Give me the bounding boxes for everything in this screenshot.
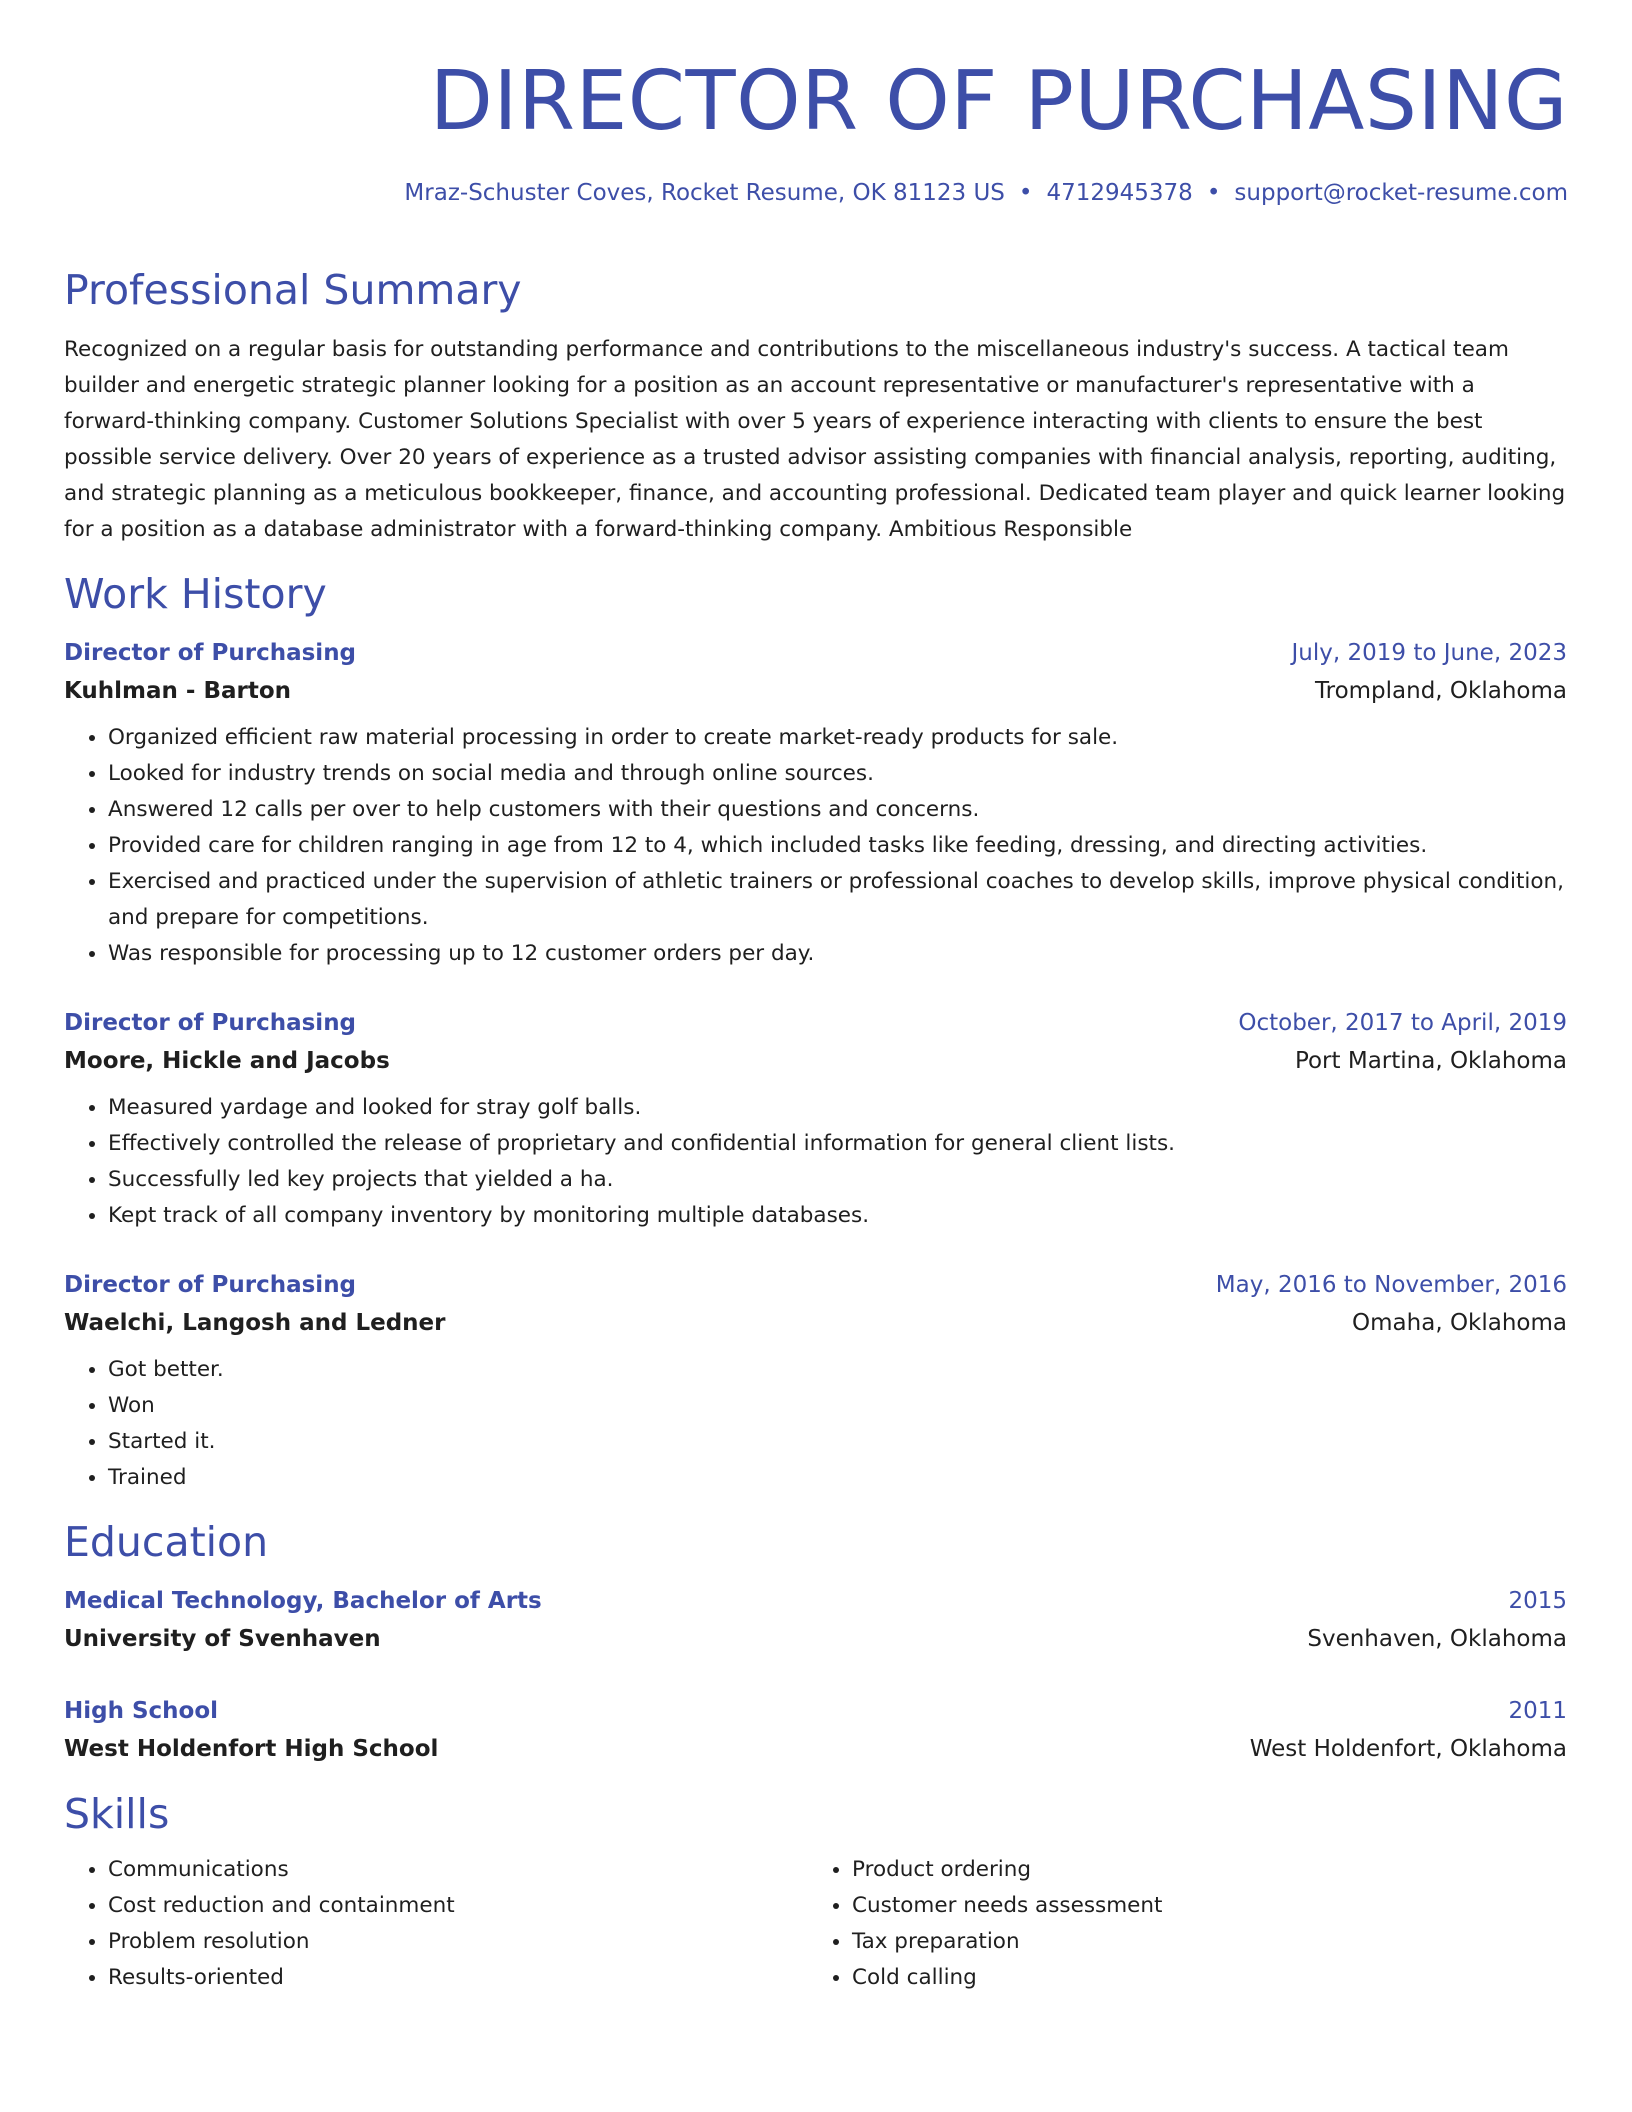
resume-title: DIRECTOR OF PURCHASING <box>429 54 1568 149</box>
skills-columns <box>64 1852 1567 1996</box>
job-bullet: • Won <box>108 1388 1567 1424</box>
job-title: Director of Purchasing <box>64 1272 357 1298</box>
job-bullet: • Got better. <box>108 1352 1567 1388</box>
job-location: Port Martina, Oklahoma <box>1294 1048 1567 1074</box>
contact-line <box>64 178 1568 208</box>
resume-body <box>64 262 1567 1996</box>
skills-section <box>64 1786 1567 1996</box>
education-degree: High School <box>64 1698 219 1724</box>
skill-item: • Communications <box>108 1852 808 1888</box>
job-location: Omaha, Oklahoma <box>1352 1310 1567 1336</box>
education-year: 2015 <box>1508 1588 1567 1614</box>
job-entry <box>64 1266 1567 1496</box>
job-bullet: • Exercised and practiced under the supervision of athletic trainers or professional coaches to develop skills, improve physical condition, and prepare for competitions. <box>108 864 1567 936</box>
job-company: Kuhlman - Barton <box>64 678 292 704</box>
skills-list-right <box>808 1852 1552 1996</box>
job-bullet: • Kept track of all company inventory by monitoring multiple databases. <box>108 1198 1567 1234</box>
education-year: 2011 <box>1508 1698 1567 1724</box>
job-bullet: • Provided care for children ranging in age from 12 to 4, which included tasks like feeding, dressing, and directing activities. <box>108 828 1567 864</box>
contact-separator: • <box>1018 180 1033 206</box>
work-history-section <box>64 566 1567 1496</box>
skills-heading: Skills <box>64 1790 170 1838</box>
skill-item: • Product ordering <box>852 1852 1552 1888</box>
education-school: University of Svenhaven <box>64 1626 381 1652</box>
job-dates: July, 2019 to June, 2023 <box>1291 640 1567 666</box>
job-title: Director of Purchasing <box>64 640 357 666</box>
job-bullets <box>64 1352 1567 1496</box>
education-heading: Education <box>64 1518 269 1566</box>
resume-header <box>64 52 1568 208</box>
job-bullet: • Looked for industry trends on social media and through online sources. <box>108 756 1567 792</box>
skill-item: • Results-oriented <box>108 1960 808 1996</box>
contact-address: Mraz-Schuster Coves, Rocket Resume, OK 81123 US <box>404 180 1005 206</box>
job-bullet: • Started it. <box>108 1424 1567 1460</box>
work-history-heading: Work History <box>64 570 327 618</box>
skill-item: • Cold calling <box>852 1960 1552 1996</box>
summary-text: Recognized on a regular basis for outstanding performance and contributions to the miscellaneous industry's success. A tactical team builder and energetic strategic planner looking for a position as an account representative or manufacturer's representative with a forward-thinking company. Customer Solutions Specialist with over 5 years of experience interacting with clients to ensure the best possible service delivery. Over 20 years of experience as a trusted advisor assisting companies with financial analysis, reporting, auditing, and strategic planning as a meticulous bookkeeper, finance, and accounting professional. Dedicated team player and quick learner looking for a position as a database administrator with a forward-thinking company. Ambitious Responsible <box>64 337 1566 542</box>
skills-list-left <box>64 1852 808 1996</box>
job-title: Director of Purchasing <box>64 1010 357 1036</box>
skill-item: • Tax preparation <box>852 1924 1552 1960</box>
summary-section <box>64 262 1567 548</box>
job-entry <box>64 1004 1567 1234</box>
job-location: Trompland, Oklahoma <box>1314 678 1567 704</box>
education-location: Svenhaven, Oklahoma <box>1307 1626 1567 1652</box>
job-bullet: • Answered 12 calls per over to help customers with their questions and concerns. <box>108 792 1567 828</box>
contact-email: support@rocket-resume.com <box>1234 180 1568 206</box>
skill-item: • Cost reduction and containment <box>108 1888 808 1924</box>
job-entry <box>64 634 1567 972</box>
job-bullets <box>64 1090 1567 1234</box>
job-company: Moore, Hickle and Jacobs <box>64 1048 390 1074</box>
job-bullet: • Organized efficient raw material processing in order to create market-ready products for sale. <box>108 720 1567 756</box>
skill-item: • Customer needs assessment <box>852 1888 1552 1924</box>
job-bullet: • Measured yardage and looked for stray golf balls. <box>108 1090 1567 1126</box>
job-bullet: • Effectively controlled the release of proprietary and confidential information for general client lists. <box>108 1126 1567 1162</box>
education-school: West Holdenfort High School <box>64 1736 439 1762</box>
job-bullet: • Trained <box>108 1460 1567 1496</box>
contact-separator: • <box>1206 180 1221 206</box>
education-section <box>64 1514 1567 1768</box>
job-dates: May, 2016 to November, 2016 <box>1215 1272 1567 1298</box>
job-company: Waelchi, Langosh and Ledner <box>64 1310 446 1336</box>
contact-phone: 4712945378 <box>1046 180 1193 206</box>
education-entry <box>64 1692 1567 1768</box>
job-bullet: • Successfully led key projects that yielded a ha. <box>108 1162 1567 1198</box>
job-bullets <box>64 720 1567 972</box>
education-entry <box>64 1582 1567 1658</box>
job-dates: October, 2017 to April, 2019 <box>1238 1010 1567 1036</box>
education-location: West Holdenfort, Oklahoma <box>1249 1736 1567 1762</box>
job-bullet: • Was responsible for processing up to 12 customer orders per day. <box>108 936 1567 972</box>
education-degree: Medical Technology, Bachelor of Arts <box>64 1588 542 1614</box>
skill-item: • Problem resolution <box>108 1924 808 1960</box>
summary-heading: Professional Summary <box>64 266 522 314</box>
